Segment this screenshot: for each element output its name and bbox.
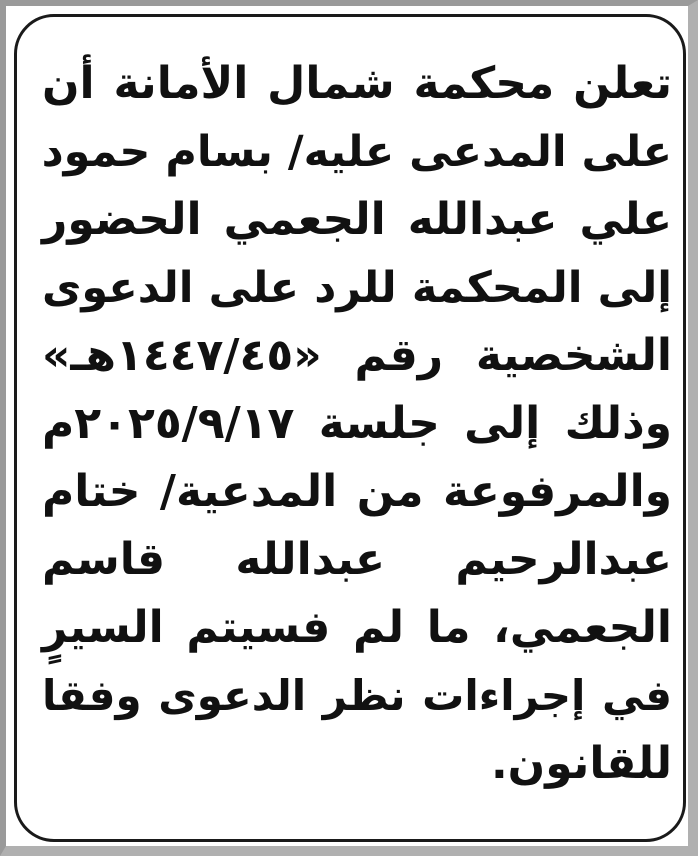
notice-line-5: الشخصية رقم «١٤٤٧/٤٥هـ» bbox=[42, 330, 672, 381]
notice-line-7: والمرفوعة من المدعية/ ختام bbox=[42, 466, 672, 517]
notice-line-10: في إجراءات نظر الدعوى وفقا bbox=[42, 671, 672, 720]
notice-line-2: على المدعى عليه/ بسام حمود bbox=[41, 127, 672, 177]
notice-line-6: وذلك إلى جلسة ٢٠٢٥/٩/١٧م bbox=[42, 398, 672, 449]
notice-line-3: علي عبدالله الجعمي الحضور bbox=[42, 194, 672, 245]
notice-line-1: تعلن محكمة شمال الأمانة أن bbox=[42, 58, 672, 109]
notice-line-9: الجعمي، ما لم فسيتم السيرٍ bbox=[42, 602, 672, 653]
notice-line-4: إلى المحكمة للرد على الدعوى bbox=[42, 263, 672, 313]
notice-line-8: عبدالرحيم عبدالله قاسم bbox=[42, 534, 672, 585]
court-notice-text bbox=[42, 50, 672, 798]
notice-line-11: للقانون. bbox=[490, 738, 672, 789]
